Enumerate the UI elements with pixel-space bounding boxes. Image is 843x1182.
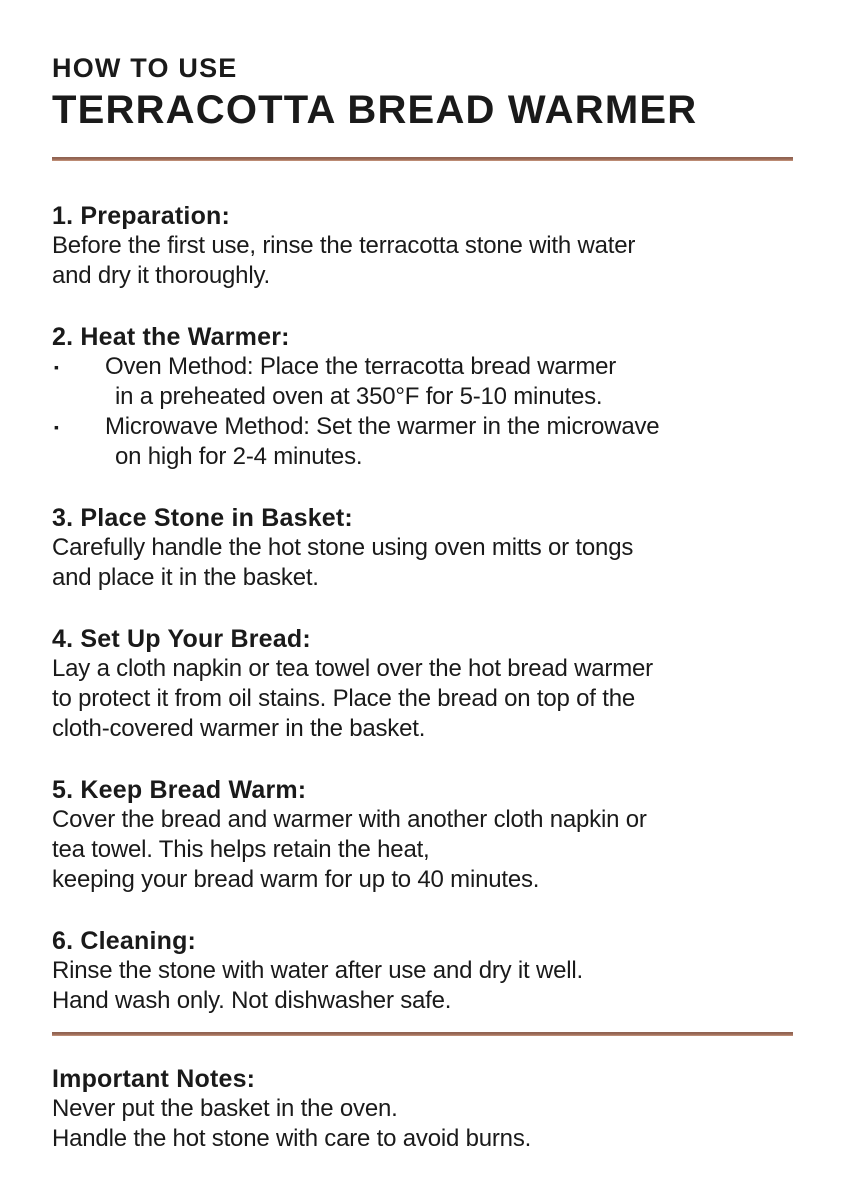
page-title: TERRACOTTA BREAD WARMER	[52, 88, 698, 132]
bullet-line: in a preheated oven at 350°F for 5-10 minutes.	[115, 383, 603, 410]
section-body-line: to protect it from oil stains. Place the bread on top of the	[52, 685, 635, 712]
section-keep-bread-warm	[52, 775, 793, 895]
section-place-stone	[52, 503, 793, 593]
bullet-item-oven-method	[52, 352, 793, 412]
section-body-line: Before the first use, rinse the terracotta stone with water	[52, 232, 636, 259]
bullet-line: Microwave Method: Set the warmer in the microwave	[105, 413, 660, 440]
section-body-line: and dry it thoroughly.	[52, 262, 270, 289]
section-body-line: and place it in the basket.	[52, 564, 319, 591]
section-important-notes	[52, 1064, 793, 1154]
section-cleaning	[52, 926, 793, 1016]
bullet-list	[52, 352, 793, 472]
bullet-line: Oven Method: Place the terracotta bread warmer	[105, 353, 617, 380]
section-body-line: Lay a cloth napkin or tea towel over the hot bread warmer	[52, 655, 653, 682]
section-body-line: Rinse the stone with water after use and dry it well.	[52, 957, 583, 984]
section-set-up-bread	[52, 624, 793, 744]
divider-top	[52, 157, 793, 161]
notes-line: Handle the hot stone with care to avoid burns.	[52, 1125, 532, 1152]
notes-line: Never put the basket in the oven.	[52, 1095, 398, 1122]
bullet-text	[105, 412, 793, 472]
square-bullet-icon: ▪	[54, 359, 59, 375]
square-bullet-icon: ▪	[54, 419, 59, 435]
section-heading: 5. Keep Bread Warm:	[52, 776, 307, 804]
section-heading: 2. Heat the Warmer:	[52, 323, 290, 351]
section-preparation	[52, 201, 793, 291]
section-body-line: Hand wash only. Not dishwasher safe.	[52, 987, 452, 1014]
section-heading: 6. Cleaning:	[52, 927, 197, 955]
divider-bottom	[52, 1032, 793, 1036]
notes-heading: Important Notes:	[52, 1065, 256, 1093]
section-heat-warmer	[52, 322, 793, 472]
section-heading: 3. Place Stone in Basket:	[52, 504, 353, 532]
eyebrow-heading: HOW TO USE	[52, 53, 238, 83]
bullet-item-microwave-method	[52, 412, 793, 472]
bullet-line: on high for 2-4 minutes.	[115, 443, 363, 470]
section-heading: 4. Set Up Your Bread:	[52, 625, 311, 653]
section-heading: 1. Preparation:	[52, 202, 231, 230]
instructions-content	[52, 201, 793, 1154]
section-body-line: keeping your bread warm for up to 40 minutes.	[52, 866, 540, 893]
bullet-text	[105, 352, 793, 412]
section-body-line: Carefully handle the hot stone using oven mitts or tongs	[52, 534, 634, 561]
section-body-line: Cover the bread and warmer with another cloth napkin or	[52, 806, 647, 833]
section-body-line: tea towel. This helps retain the heat,	[52, 836, 430, 863]
section-body-line: cloth-covered warmer in the basket.	[52, 715, 426, 742]
